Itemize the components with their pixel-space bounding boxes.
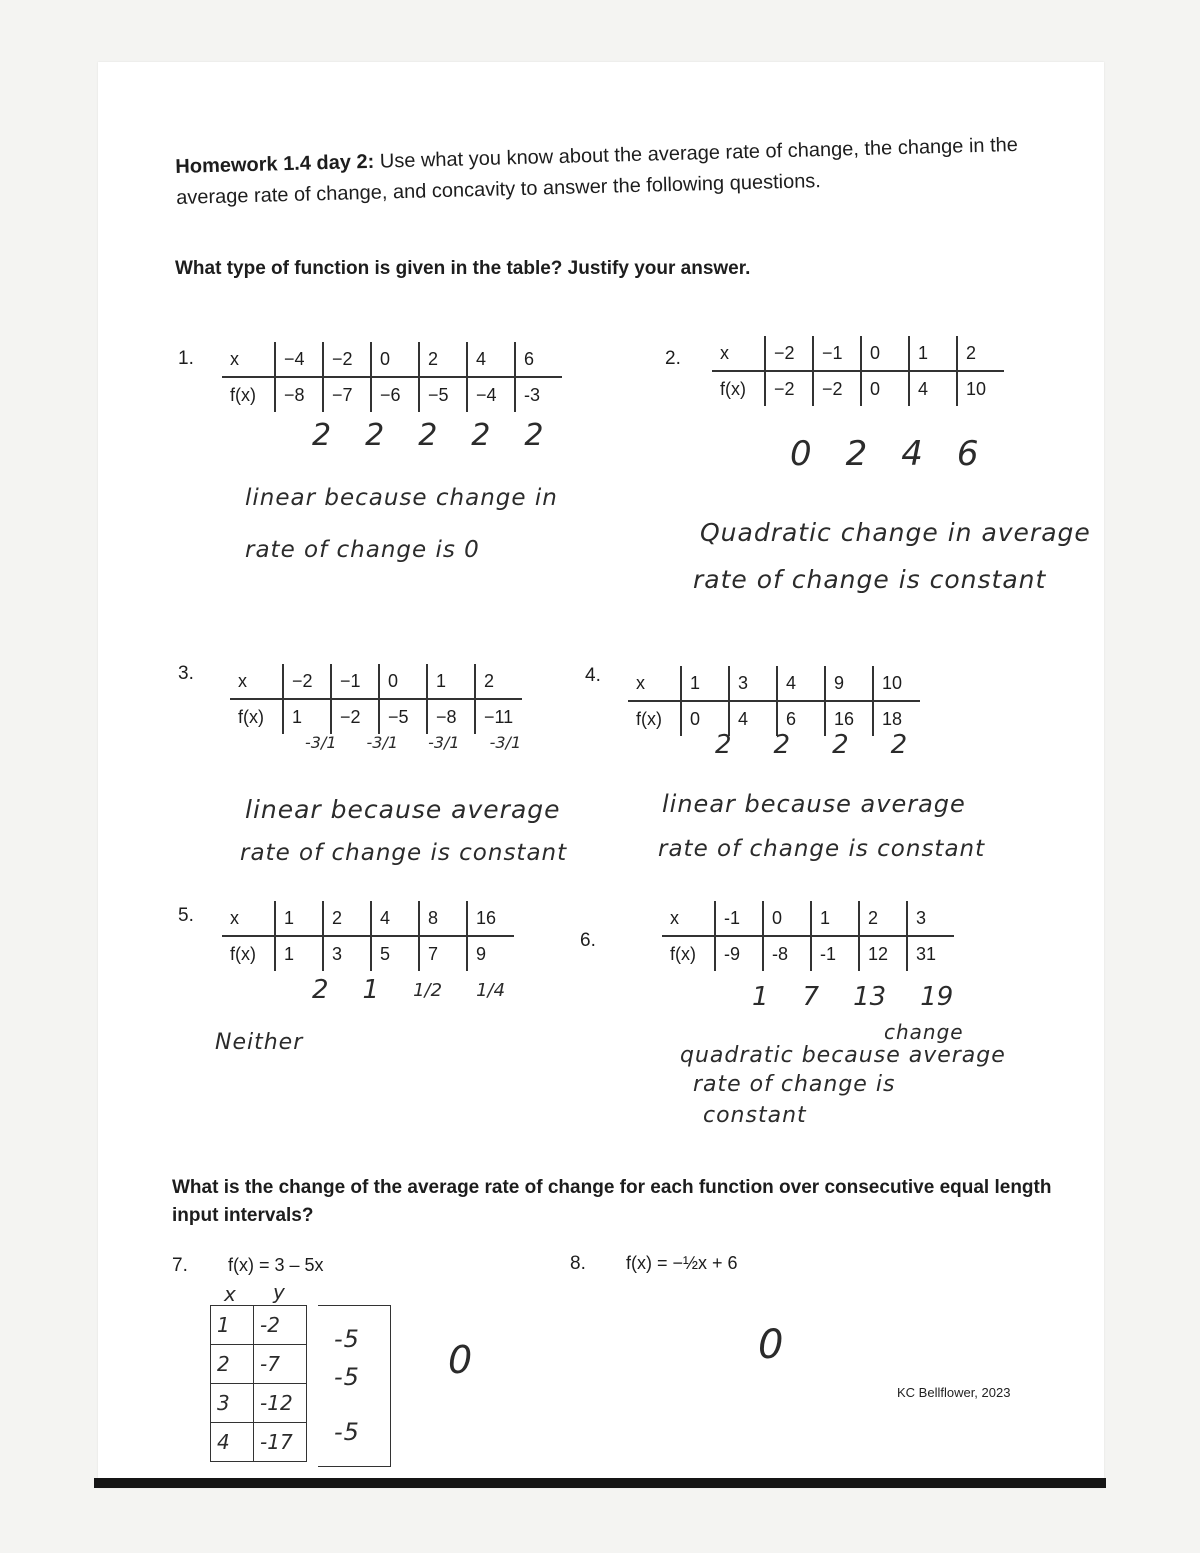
fx-value: -1 — [811, 936, 859, 971]
fx-header: f(x) — [230, 384, 256, 405]
difference-value: -3/1 — [489, 733, 522, 752]
x-value: 8 — [419, 901, 467, 936]
fx-header: f(x) — [670, 943, 696, 964]
y-value: -2 — [254, 1306, 307, 1345]
difference-value: 2 — [312, 975, 329, 1005]
table-row — [211, 1306, 307, 1345]
problem-6-answer-note: change — [884, 1020, 964, 1044]
difference-value: 2 — [832, 730, 849, 760]
x-value: 0 — [763, 901, 811, 936]
problem-2-number: 2. — [665, 348, 681, 369]
x-header: x — [628, 666, 681, 701]
problem-7-difference: -5 — [334, 1363, 360, 1391]
problem-4-number: 4. — [585, 665, 601, 686]
problem-7-function: f(x) = 3 – 5x — [228, 1255, 324, 1275]
problem-7-number: 7. — [172, 1255, 188, 1276]
problem-7-x-header: x — [224, 1282, 236, 1306]
table-row — [211, 1384, 307, 1423]
fx-value: −2 — [331, 699, 379, 734]
difference-value: 2 — [890, 730, 908, 760]
x-value: -1 — [715, 901, 763, 936]
fx-value: 4 — [729, 701, 777, 736]
x-header: x — [662, 901, 715, 936]
problem-2-answer-line-1: Quadratic change in average — [700, 518, 1091, 547]
problem-3-answer-line-1: linear because average — [245, 795, 561, 824]
x-value: −2 — [765, 336, 813, 371]
fx-value: −2 — [813, 371, 861, 406]
problem-8-answer: 0 — [758, 1322, 785, 1368]
fx-value: 5 — [371, 936, 419, 971]
problem-1-answer-line-2: rate of change is 0 — [245, 537, 480, 563]
x-value: 10 — [873, 666, 920, 701]
difference-value: 0 — [790, 434, 812, 474]
problem-6-table — [662, 901, 954, 971]
worksheet-credit: KC Bellflower, 2023 — [897, 1385, 1011, 1400]
problem-4-answer-line-2: rate of change is constant — [658, 836, 986, 862]
fx-value: −6 — [371, 377, 419, 412]
difference-value: 1 — [362, 975, 380, 1005]
difference-value: 1/2 — [413, 979, 443, 1001]
problem-1-table — [222, 342, 562, 412]
fx-value: −11 — [475, 699, 522, 734]
problem-2-table — [712, 336, 1004, 406]
x-value: 2 — [323, 901, 371, 936]
difference-value: 4 — [901, 434, 923, 474]
page-bottom-edge — [94, 1478, 1106, 1488]
problem-8-function: f(x) = −½x + 6 — [626, 1253, 738, 1273]
x-value: 0 — [861, 336, 909, 371]
problem-7-difference: -5 — [334, 1418, 360, 1446]
fx-value: 31 — [907, 936, 954, 971]
problem-5-differences — [312, 975, 505, 1005]
problem-3-answer-line-2: rate of change is constant — [240, 840, 568, 866]
difference-value: 7 — [802, 982, 820, 1012]
x-value: 9 — [825, 666, 873, 701]
fx-value: −5 — [419, 377, 467, 412]
x-header: x — [230, 664, 283, 699]
problem-2-differences — [790, 434, 979, 474]
x-value: 2 — [419, 342, 467, 377]
x-value: −4 — [275, 342, 323, 377]
x-value: 1 — [909, 336, 957, 371]
difference-value: -3/1 — [305, 733, 337, 752]
difference-value: -3/1 — [366, 733, 399, 752]
problem-4-differences — [715, 730, 907, 760]
x-value: −1 — [331, 664, 379, 699]
problem-6-answer-line-1: quadratic because average — [680, 1043, 1006, 1068]
fx-value: 1 — [275, 936, 323, 971]
problem-7-answer: 0 — [448, 1338, 474, 1382]
x-value: 3 — [907, 901, 954, 936]
fx-value: −8 — [427, 699, 475, 734]
x-value: 4 — [777, 666, 825, 701]
fx-value: 3 — [323, 936, 371, 971]
x-value: 4 — [371, 901, 419, 936]
problem-1-answer-line-1: linear because change in — [245, 485, 558, 511]
x-value: 2 — [859, 901, 907, 936]
problem-5-number: 5. — [178, 905, 194, 926]
x-value: 2 — [475, 664, 522, 699]
x-value: 3 — [211, 1384, 254, 1423]
difference-value: 2 — [773, 730, 791, 760]
fx-value: 10 — [957, 371, 1004, 406]
problem-1-number: 1. — [178, 348, 194, 369]
problem-3-differences — [305, 733, 521, 752]
x-value: 2 — [211, 1345, 254, 1384]
difference-value: 2 — [524, 418, 544, 453]
difference-value: 2 — [365, 418, 385, 453]
difference-value: 2 — [845, 434, 868, 474]
problem-6-number: 6. — [580, 930, 596, 951]
x-header: x — [222, 901, 275, 936]
y-value: -7 — [254, 1345, 307, 1384]
fx-value: 18 — [873, 701, 920, 736]
fx-value: 9 — [467, 936, 514, 971]
section-2-question: What is the change of the average rate of change for each function over consecutive equal length input intervals? — [172, 1177, 1052, 1226]
homework-title: Homework 1.4 day 2: — [175, 150, 375, 178]
x-value: −2 — [283, 664, 331, 699]
problem-5-answer: Neither — [215, 1030, 304, 1055]
difference-value: 2 — [471, 418, 491, 453]
problem-4-answer-line-1: linear because average — [662, 790, 966, 818]
x-value: 1 — [427, 664, 475, 699]
x-value: 1 — [681, 666, 729, 701]
x-value: 0 — [371, 342, 419, 377]
problem-5-table — [222, 901, 514, 971]
x-value: 4 — [467, 342, 515, 377]
x-header: x — [712, 336, 765, 371]
fx-header: f(x) — [230, 943, 256, 964]
x-value: 6 — [515, 342, 562, 377]
x-value: 3 — [729, 666, 777, 701]
homework-instructions: Use what you know about the average rate of change, the change in the average rate of change, and concavity to answer the following questions. — [175, 133, 1019, 209]
fx-header: f(x) — [720, 378, 746, 399]
x-value: −1 — [813, 336, 861, 371]
problem-6-answer-line-2: rate of change is — [693, 1072, 896, 1097]
fx-value: -3 — [515, 377, 562, 412]
fx-header: f(x) — [636, 708, 662, 729]
fx-value: -8 — [763, 936, 811, 971]
fx-value: −2 — [765, 371, 813, 406]
fx-value: −8 — [275, 377, 323, 412]
x-value: 2 — [957, 336, 1004, 371]
fx-header: f(x) — [238, 706, 264, 727]
fx-value: −5 — [379, 699, 427, 734]
x-value: −2 — [323, 342, 371, 377]
fx-value: 4 — [909, 371, 957, 406]
x-value: 1 — [275, 901, 323, 936]
fx-value: 6 — [777, 701, 825, 736]
x-value: 4 — [211, 1423, 254, 1462]
fx-value: 0 — [861, 371, 909, 406]
difference-value: 19 — [920, 982, 954, 1012]
problem-4-table — [628, 666, 920, 736]
difference-value: 2 — [418, 418, 438, 453]
difference-value: 1/4 — [476, 979, 506, 1001]
fx-value: -9 — [715, 936, 763, 971]
x-value: 1 — [211, 1306, 254, 1345]
difference-value: 2 — [715, 730, 732, 760]
fx-value: −7 — [323, 377, 371, 412]
problem-8-number: 8. — [570, 1253, 586, 1274]
x-value: 0 — [379, 664, 427, 699]
y-value: -17 — [254, 1423, 307, 1462]
difference-value: -3/1 — [428, 733, 460, 752]
problem-2-answer-line-2: rate of change is constant — [693, 565, 1047, 594]
x-header: x — [222, 342, 275, 377]
problem-7-difference: -5 — [334, 1325, 360, 1353]
fx-value: 16 — [825, 701, 873, 736]
problem-3-table — [230, 664, 522, 734]
problem-6-answer-line-3: constant — [703, 1103, 807, 1128]
fx-value: −4 — [467, 377, 515, 412]
problem-1-differences — [312, 418, 543, 453]
x-value: 1 — [811, 901, 859, 936]
fx-value: 12 — [859, 936, 907, 971]
problem-3-number: 3. — [178, 663, 194, 684]
fx-value: 0 — [681, 701, 729, 736]
difference-value: 2 — [312, 418, 332, 453]
difference-value: 13 — [853, 982, 887, 1012]
x-value: 16 — [467, 901, 514, 936]
table-row — [211, 1423, 307, 1462]
y-value: -12 — [254, 1384, 307, 1423]
fx-value: 1 — [283, 699, 331, 734]
problem-7-y-header: y — [273, 1280, 285, 1304]
problem-6-differences — [752, 982, 953, 1012]
difference-value: 6 — [956, 434, 979, 474]
section-1-question: What type of function is given in the table? Justify your answer. — [175, 258, 751, 279]
fx-value: 7 — [419, 936, 467, 971]
problem-7-table — [210, 1305, 307, 1462]
table-row — [211, 1345, 307, 1384]
difference-value: 1 — [752, 982, 769, 1012]
